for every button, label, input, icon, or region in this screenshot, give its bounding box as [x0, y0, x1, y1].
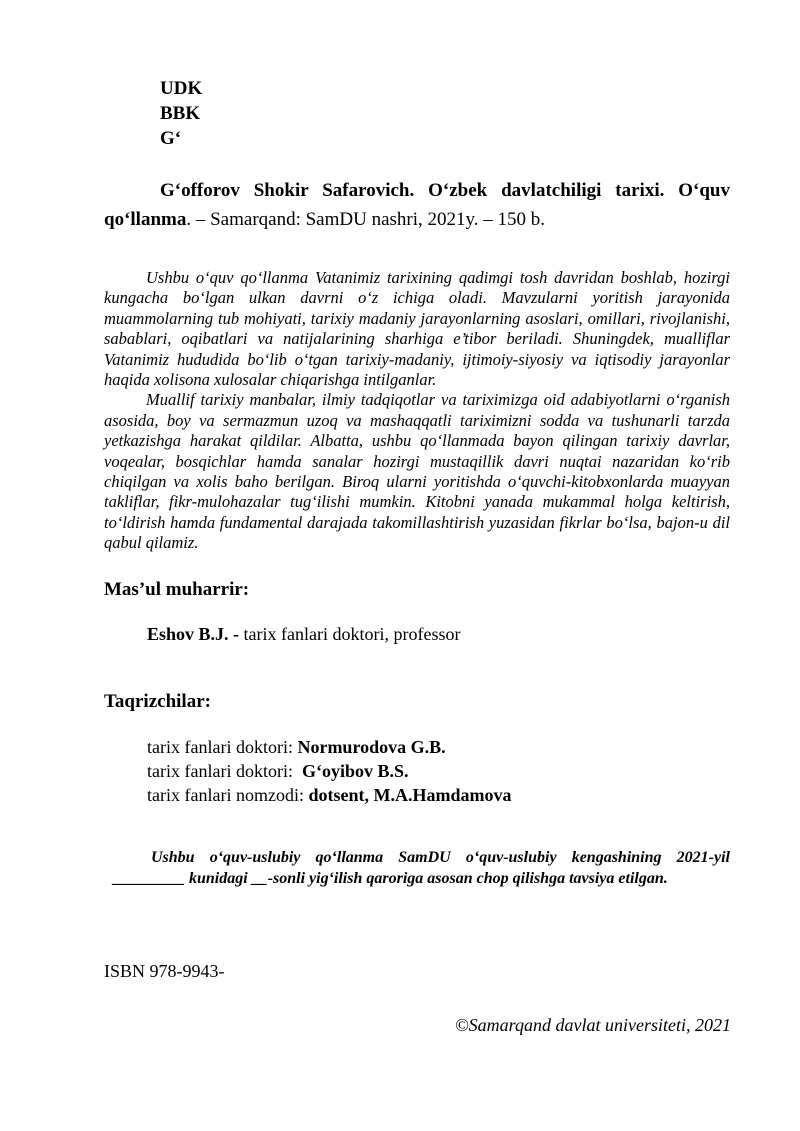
imprint: . – Samarqand: SamDU nashri, 2021y. – 150 b.	[186, 209, 546, 230]
classification-codes	[160, 76, 202, 151]
annotation	[104, 268, 730, 554]
bibliographic-record	[104, 176, 730, 234]
approval-number-blank: __	[251, 869, 268, 887]
approval-text: kunidagi	[185, 869, 252, 887]
reviewer-name: Normurodova G.B.	[297, 737, 446, 757]
bbk-code: BBK	[160, 103, 201, 124]
editor-line	[147, 624, 460, 645]
approval-note	[113, 848, 730, 889]
reviewer-item	[147, 735, 511, 759]
editor-heading: Mas’ul muharrir:	[104, 579, 250, 600]
approval-text: -sonli yig‘ilish qaroriga asosan chop qilishga tavsiya etilgan.	[267, 869, 668, 887]
reviewer-role: tarix fanlari doktori:	[147, 761, 302, 781]
reviewer-item	[147, 783, 511, 807]
annotation-paragraph: Ushbu o‘quv qo‘llanma Vatanimiz tarixining qadimgi tosh davridan boshlab, hozirgi kungacha bo‘lgan ulkan davrni o‘z ichiga oladi. Mavzularni yoritish jarayonida muammolarning tub mohiyati, tarixiy madaniy jarayonlarning asoslari, omillari, rivojlanishi, sabablari, oqibatlari va natijalarining sharhiga e’tibor beriladi. Shuningdek, mualliflar Vatanimiz hududida bo‘lib o‘tgan tarixiy-madaniy, ijtimoiy-siyosiy va iqtisodiy jarayonlar haqida xolisona xulosalar chiqarishga intilganlar.	[104, 268, 730, 390]
reviewer-role: tarix fanlari nomzodi:	[147, 785, 309, 805]
reviewer-name: G‘oyibov B.S.	[301, 761, 409, 781]
annotation-paragraph: Muallif tarixiy manbalar, ilmiy tadqiqotlar va tariximizga oid adabiyotlarni o‘rganish asosida, boy va sermazmun uzoq va mashaqqatli tariximizni sodda va tushunarli tarzda yetkazishga harakat qildilar. Albatta, ushbu qo‘llanmada bayon qilingan tarixiy davrlar, voqealar, bosqichlar hamda sanalar hozirgi mustaqillik davri nuqtai nazaridan ko‘rib chiqilgan va xolis baho berilgan. Biroq ularni yoritishda o‘quvchi-kitobxonlarda muayyan takliflar, fikr-mulohazalar tug‘ilishi mumkin. Kitobni yanada mukammal holga keltirish, to‘ldirish hamda fundamental darajada takomillashtirish yuzasidan fikrlar bo‘lsa, bajon-u dil qabul qilamiz.	[104, 390, 730, 553]
editor-description: tarix fanlari doktori, professor	[239, 624, 461, 644]
reviewers-list	[147, 735, 511, 807]
approval-date-blank: _________	[113, 869, 185, 887]
isbn: ISBN 978-9943-	[104, 961, 225, 981]
author-and-title: G‘offorov Shokir Safarovich. O‘zbek davlatchiligi tarixi. O‘quv qo‘llanma	[104, 180, 730, 230]
reviewer-name: dotsent, M.A.Hamdamova	[308, 785, 512, 805]
reviewers-heading: Taqrizchilar:	[104, 691, 211, 712]
editor-name: Eshov B.J. -	[147, 624, 240, 644]
reviewer-item	[147, 759, 511, 783]
copyright-notice: ©Samarqand davlat universiteti, 2021	[455, 1015, 731, 1035]
udk-code: UDK	[160, 78, 203, 99]
approval-text: Ushbu o‘quv-uslubiy qo‘llanma SamDU o‘quv-uslubiy kengashining 2021-yil	[151, 849, 730, 866]
author-index-code: G‘	[160, 128, 182, 149]
reviewer-role: tarix fanlari doktori:	[147, 737, 298, 757]
